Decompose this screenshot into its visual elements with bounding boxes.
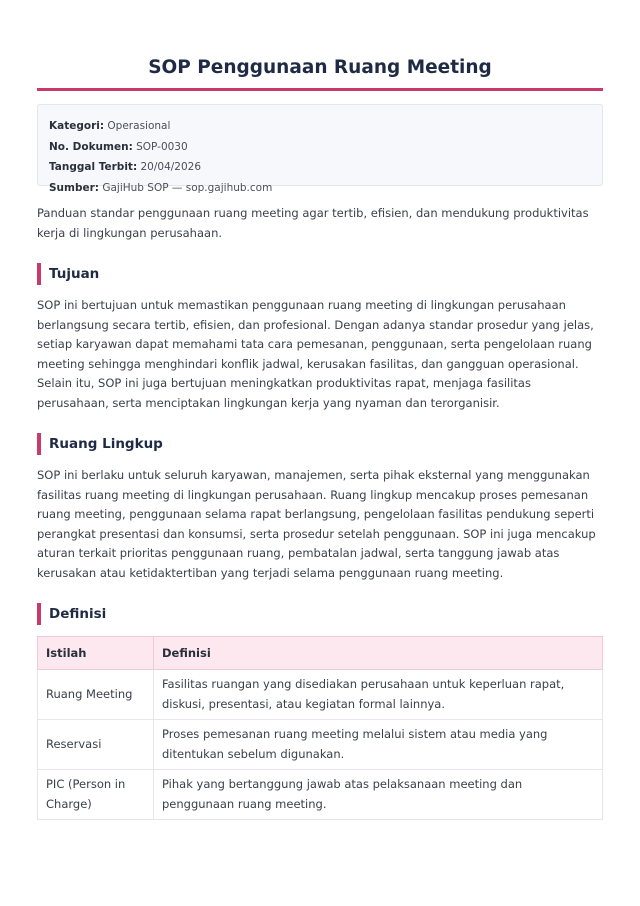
term-cell: Reservasi [38, 720, 154, 770]
section-heading-ruang-lingkup: Ruang Lingkup [37, 433, 603, 455]
intro-paragraph: Panduan standar penggunaan ruang meeting agar tertib, efisien, dan mendukung produktivitas kerja di lingkungan perusahaan. [37, 206, 589, 240]
section-heading-tujuan: Tujuan [37, 263, 603, 285]
section-heading-definisi: Definisi [37, 603, 603, 625]
definition-cell: Fasilitas ruangan yang disediakan perusahaan untuk keperluan rapat, diskusi, presentasi, atau kegiatan formal lainnya. [154, 670, 603, 720]
metadata-box [37, 104, 603, 194]
definition-cell: Pihak yang bertanggung jawab atas pelaksanaan meeting dan penggunaan ruang meeting. [154, 770, 603, 820]
title-divider [37, 88, 603, 91]
document-title: SOP Penggunaan Ruang Meeting [148, 57, 492, 78]
table-row [38, 770, 603, 820]
term-cell: Ruang Meeting [38, 670, 154, 720]
meta-no-dokumen: No. Dokumen: SOP-0030 [49, 140, 188, 153]
definition-cell: Proses pemesanan ruang meeting melalui sistem atau media yang ditentukan sebelum digunakan. [154, 720, 603, 770]
section-body-tujuan: SOP ini bertujuan untuk memastikan penggunaan ruang meeting di lingkungan perusahaan berlangsung secara tertib, efisien, dan profesional. Dengan adanya standar prosedur yang jelas, setiap karyawan dapat memahami tata cara pemesanan, penggunaan, serta pengelolaan ruang meeting sehingga menghindari konflik jadwal, kerusakan fasilitas, dan gangguan operasional. Selain itu, SOP ini juga bertujuan meningkatkan produktivitas rapat, menjaga fasilitas perusahaan, serta menciptakan lingkungan kerja yang nyaman dan terorganisir. [37, 298, 594, 410]
column-header-definisi: Definisi [154, 637, 603, 670]
meta-sumber: Sumber: GajiHub SOP — sop.gajihub.com [49, 181, 273, 194]
term-cell: PIC (Person in Charge) [38, 770, 154, 820]
section-body-ruang-lingkup: SOP ini berlaku untuk seluruh karyawan, manajemen, serta pihak eksternal yang menggunakan fasilitas ruang meeting di lingkungan perusahaan. Ruang lingkup mencakup proses pemesanan ruang meeting, penggunaan selama rapat berlangsung, pengelolaan fasilitas pendukung seperti perangkat presentasi dan konsumsi, serta prosedur setelah penggunaan. SOP ini juga mencakup aturan terkait prioritas penggunaan ruang, pembatalan jadwal, serta tanggung jawab atas kerusakan atau ketidaktertiban yang terjadi selama penggunaan ruang meeting. [37, 468, 596, 580]
definitions-table [37, 636, 603, 820]
table-row [38, 670, 603, 720]
table-row [38, 720, 603, 770]
table-header-row [38, 637, 603, 670]
meta-kategori: Kategori: Operasional [49, 120, 171, 132]
meta-tanggal-terbit: Tanggal Terbit: 20/04/2026 [49, 161, 202, 173]
column-header-istilah: Istilah [38, 637, 154, 670]
